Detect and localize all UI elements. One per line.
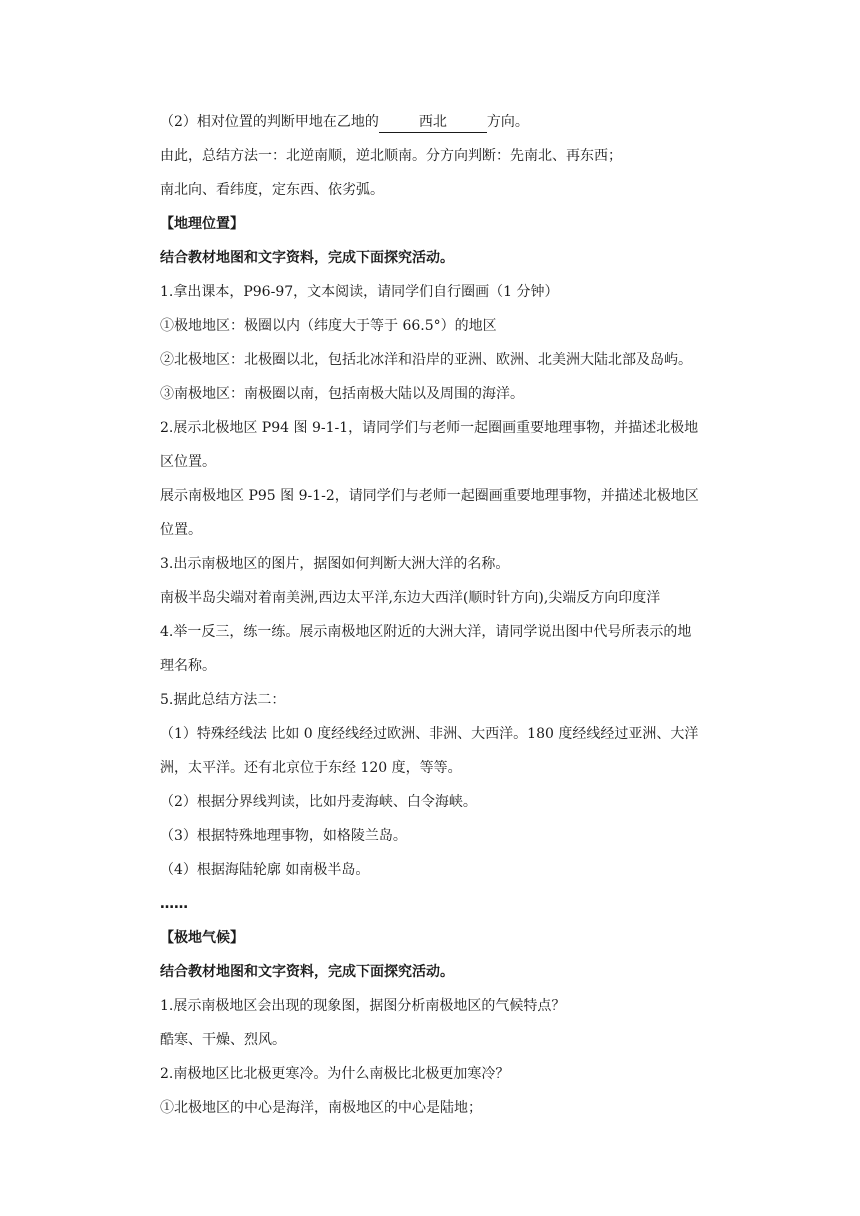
step-5: 5.据此总结方法二： <box>160 692 286 708</box>
method-meridian: （1）特殊经线法 比如 0 度经线经过欧洲、非洲、大西洋。180 度经线经过亚洲、大洋 <box>160 726 699 742</box>
item-arctic-region: ②北极地区：北极圈以北，包括北冰洋和沿岸的亚洲、欧洲、北美洲大陆北部及岛屿。 <box>160 352 692 368</box>
climate-answer-2: ①北极地区的中心是海洋，南极地区的中心是陆地； <box>160 1100 482 1116</box>
climate-step-1: 1.展示南极地区会出现的现象图，据图分析南极地区的气候特点？ <box>160 998 566 1014</box>
section-heading-location: 【地理位置】 <box>160 216 244 232</box>
paragraph-antarctic-map: 展示南极地区 P95 图 9-1-2，请同学们与老师一起圈画重要地理事物，并描述北极地区 <box>160 488 699 504</box>
climate-step-2: 2.南极地区比北极更寒冷。为什么南极比北极更加寒冷？ <box>160 1066 510 1082</box>
section-heading-climate: 【极地气候】 <box>160 930 244 946</box>
paragraph-antarctic-map-cont: 位置。 <box>160 522 202 538</box>
ellipsis: …… <box>160 896 188 912</box>
method-boundary: （2）根据分界线判读，比如丹麦海峡、白令海峡。 <box>160 794 477 810</box>
activity-instruction-climate: 结合教材地图和文字资料，完成下面探究活动。 <box>160 964 454 980</box>
fill-blank-answer: 西北 <box>379 112 487 133</box>
method-landmark: （3）根据特殊地理事物，如格陵兰岛。 <box>160 828 407 844</box>
step-1: 1.拿出课本，P96-97，文本阅读，请同学们自行圈画（1 分钟） <box>160 284 559 300</box>
item-antarctic-region: ③南极地区：南极圈以南，包括南极大陆以及周围的海洋。 <box>160 386 524 402</box>
step-4: 4.举一反三，练一练。展示南极地区附近的大洲大洋，请同学说出图中代号所表示的地 <box>160 624 692 640</box>
method-outline: （4）根据海陆轮廓 如南极半岛。 <box>160 862 370 878</box>
step-2: 2.展示北极地区 P94 图 9-1-1，请同学们与老师一起圈画重要地理事物，并描述北极地 <box>160 420 699 436</box>
question-suffix: 方向。 <box>486 114 529 130</box>
paragraph-method-one: 由此，总结方法一：北逆南顺，逆北顺南。分方向判断：先南北、再东西； <box>160 148 622 164</box>
item-polar-region: ①极地地区：极圈以内（纬度大于等于 66.5°）的地区 <box>160 318 497 334</box>
step-4-cont: 理名称。 <box>160 658 216 674</box>
paragraph-peninsula: 南极半岛尖端对着南美洲,西边太平洋,东边大西洋(顺时针方向),尖端反方向印度洋 <box>160 590 661 606</box>
question-text: （2）相对位置的判断甲地在乙地的 <box>160 114 379 130</box>
activity-instruction: 结合教材地图和文字资料，完成下面探究活动。 <box>160 250 454 266</box>
step-3: 3.出示南极地区的图片，据图如何判断大洲大洋的名称。 <box>160 556 510 572</box>
paragraph-method-one-cont: 南北向、看纬度，定东西、依劣弧。 <box>160 182 384 198</box>
method-meridian-cont: 洲，太平洋。还有北京位于东经 120 度，等等。 <box>160 760 462 776</box>
paragraph-relative-position <box>160 112 529 133</box>
step-2-cont: 区位置。 <box>160 454 216 470</box>
climate-answer-1: 酷寒、干燥、烈风。 <box>160 1032 286 1048</box>
